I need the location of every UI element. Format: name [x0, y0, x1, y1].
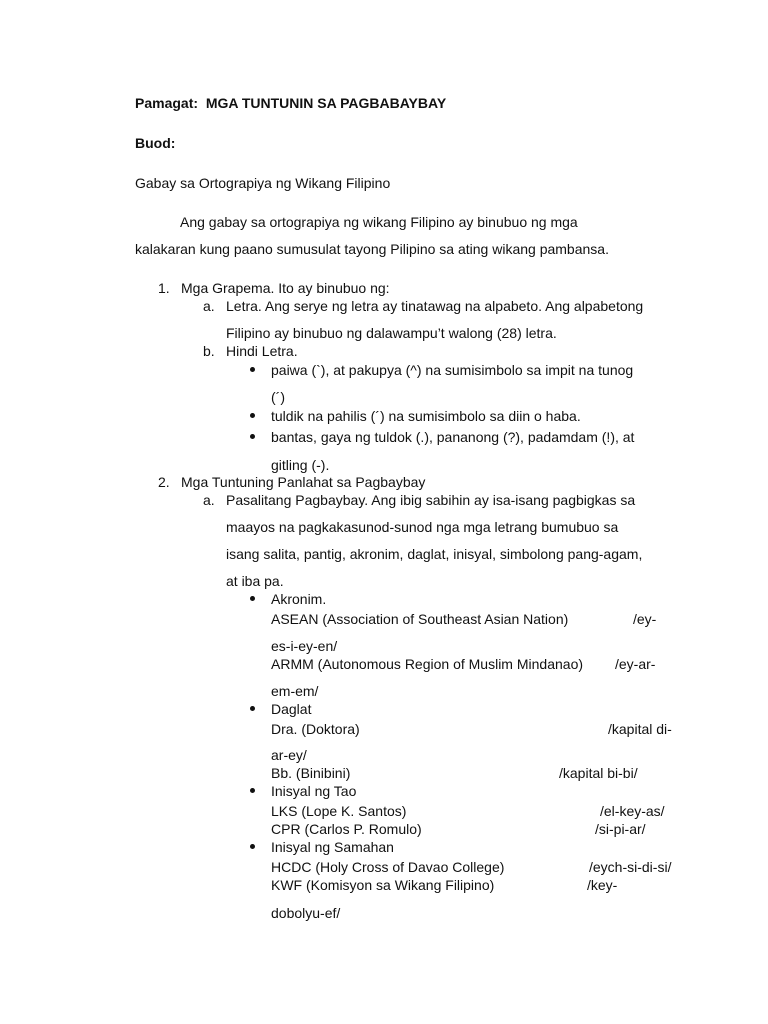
item2a-letter: a.: [203, 492, 215, 508]
bullet-dot: [250, 844, 255, 849]
daglat-example-2-term: Bb. (Binibini): [271, 765, 351, 781]
bullet3-line-2: gitling (-).: [271, 457, 330, 473]
item2-text: Mga Tuntuning Panlahat sa Pagbaybay: [181, 474, 426, 490]
intro-line-2: kalakaran kung paano sumusulat tayong Pilipino sa ating wikang pambansa.: [135, 241, 609, 257]
bullet2-text: tuldik na pahilis (´) na sumisimbolo sa diin o haba.: [271, 408, 581, 424]
inisyal-tao-example-2-term: CPR (Carlos P. Romulo): [271, 821, 422, 837]
daglat-example-1-pronunciation-cont: ar-ey/: [271, 747, 307, 763]
bullet-dot: [250, 413, 255, 418]
akronim-example-2-pronunciation: /ey-ar-: [615, 656, 656, 672]
akronim-example-2-term: ARMM (Autonomous Region of Muslim Mindanao): [271, 656, 584, 672]
bullet-dot: [250, 596, 255, 601]
daglat-example-1-pronunciation: /kapital di-: [608, 721, 672, 737]
akronim-heading: Akronim.: [271, 591, 327, 607]
summary-label: Buod:: [135, 135, 176, 151]
item2a-line-2: maayos na pagkakasunod-sunod nga mga letrang bumubuo sa: [226, 519, 619, 535]
bullet3-line-1: bantas, gaya ng tuldok (.), pananong (?), padamdam (!), at: [271, 429, 635, 445]
inisyal-samahan-heading: Inisyal ng Samahan: [271, 839, 394, 855]
inisyal-samahan-example-2-pronunciation-cont: dobolyu-ef/: [271, 905, 341, 921]
item1b-text: Hindi Letra.: [226, 343, 298, 359]
inisyal-tao-example-1-pronunciation: /el-key-as/: [600, 803, 665, 819]
intro-line-1: Ang gabay sa ortograpiya ng wikang Filipino ay binubuo ng mga: [180, 214, 578, 230]
bullet1-line-2: (´): [271, 389, 285, 405]
inisyal-tao-example-1-term: LKS (Lope K. Santos): [271, 803, 407, 819]
title-line: [135, 94, 446, 112]
title-label: Pamagat:: [135, 95, 199, 111]
akronim-example-1-term: ASEAN (Association of Southeast Asian Nation): [271, 611, 569, 627]
item1a-line-2: Filipino ay binubuo ng dalawampu’t walong (28) letra.: [226, 325, 557, 341]
item1a-letter: a.: [203, 298, 215, 314]
item2-number: 2.: [158, 474, 170, 490]
akronim-example-2-pronunciation-cont: em-em/: [271, 683, 319, 699]
item2a-line-4: at iba pa.: [226, 573, 284, 589]
bullet-dot: [250, 434, 255, 439]
bullet-dot: [250, 367, 255, 372]
subtitle: Gabay sa Ortograpiya ng Wikang Filipino: [135, 175, 391, 191]
daglat-example-1-term: Dra. (Doktora): [271, 721, 360, 737]
item2a-line-3: isang salita, pantig, akronim, daglat, inisyal, simbolong pang-agam,: [226, 546, 643, 562]
akronim-example-1-pronunciation: /ey-: [633, 611, 657, 627]
item1b-letter: b.: [203, 343, 215, 359]
item1-text: Mga Grapema. Ito ay binubuo ng:: [181, 280, 390, 296]
daglat-example-2-pronunciation: /kapital bi-bi/: [559, 765, 638, 781]
title-text: MGA TUNTUNIN SA PAGBABAYBAY: [205, 95, 447, 111]
bullet-dot: [250, 788, 255, 793]
inisyal-samahan-example-1-term: HCDC (Holy Cross of Davao College): [271, 859, 505, 875]
bullet-dot: [250, 706, 255, 711]
item1a-line-1: Letra. Ang serye ng letra ay tinatawag na alpabeto. Ang alpabetong: [226, 298, 644, 314]
inisyal-tao-example-2-pronunciation: /si-pi-ar/: [595, 821, 646, 837]
inisyal-samahan-example-2-term: KWF (Komisyon sa Wikang Filipino): [271, 877, 495, 893]
inisyal-samahan-example-2-pronunciation: /key-: [587, 877, 618, 893]
inisyal-samahan-example-1-pronunciation: /eych-si-di-si/: [589, 859, 672, 875]
akronim-example-1-pronunciation-cont: es-i-ey-en/: [271, 638, 338, 654]
inisyal-tao-heading: Inisyal ng Tao: [271, 783, 357, 799]
item1-number: 1.: [158, 280, 170, 296]
daglat-heading: Daglat: [271, 701, 312, 717]
bullet1-line-1: paiwa (`), at pakupya (^) na sumisimbolo sa impit na tunog: [271, 362, 634, 378]
item2a-line-1: Pasalitang Pagbaybay. Ang ibig sabihin ay isa-isang pagbigkas sa: [226, 492, 636, 508]
